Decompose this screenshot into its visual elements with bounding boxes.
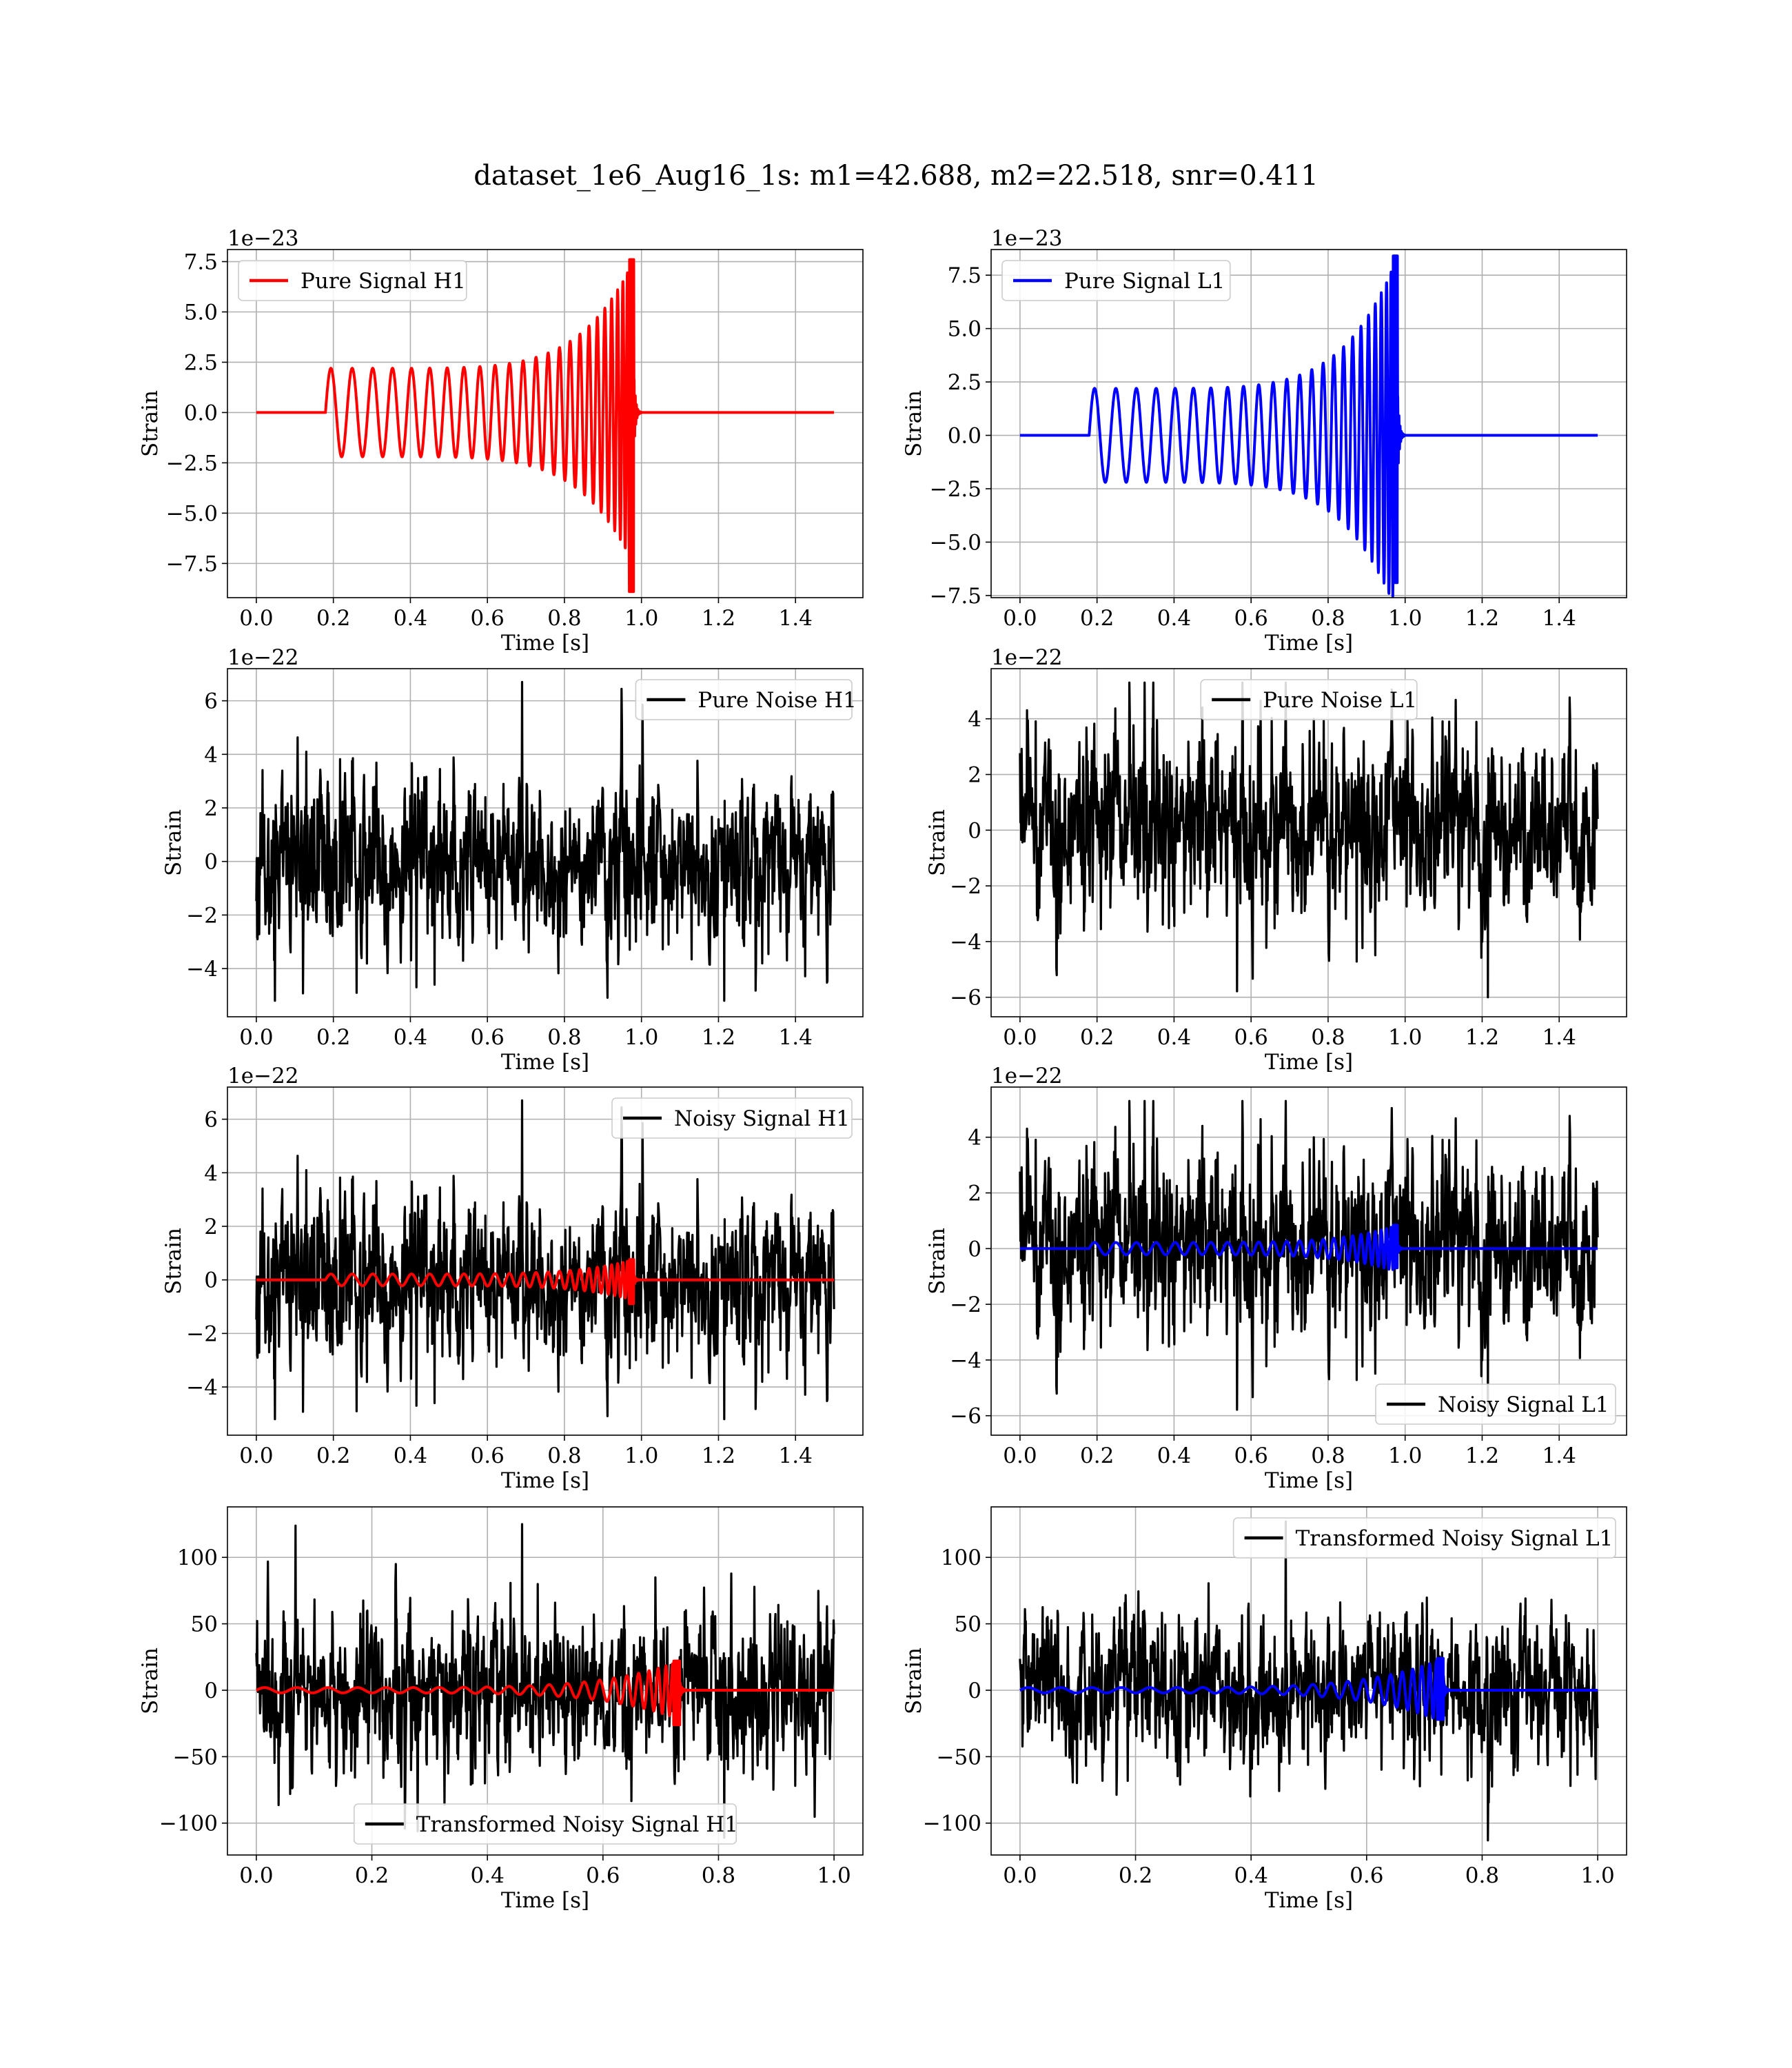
y-tick-label: −4 <box>186 1375 218 1401</box>
x-tick-label: 0.0 <box>1003 1443 1037 1468</box>
x-tick-label: 0.8 <box>1311 606 1345 631</box>
x-tick-label: 0.8 <box>1465 1863 1500 1888</box>
y-tick-label: 0.0 <box>947 423 981 449</box>
x-tick-label: 1.4 <box>1542 606 1576 631</box>
x-tick-label: 0.0 <box>1003 1863 1037 1888</box>
legend-label: Noisy Signal L1 <box>1438 1392 1609 1417</box>
x-axis-label: Time [s] <box>1264 1468 1354 1493</box>
y-tick-label: −2.5 <box>929 476 981 502</box>
offset-text: 1e−22 <box>991 645 1063 670</box>
x-tick-label: 0.6 <box>1234 1443 1268 1468</box>
legend-label: Pure Signal L1 <box>1064 269 1225 294</box>
y-tick-label: −4 <box>950 929 981 955</box>
y-tick-label: 2.5 <box>183 350 218 376</box>
x-tick-label: 0.2 <box>1080 606 1114 631</box>
y-tick-label: 4 <box>968 1125 981 1150</box>
x-tick-label: 0.0 <box>239 1025 274 1050</box>
y-tick-label: −2 <box>950 874 981 900</box>
y-tick-label: 2 <box>204 796 218 821</box>
y-tick-label: 6 <box>204 689 218 714</box>
y-tick-label: 0 <box>968 1678 981 1703</box>
y-tick-label: 2 <box>204 1215 218 1239</box>
x-tick-label: 0.4 <box>393 1443 428 1468</box>
y-tick-label: 0.0 <box>183 401 218 426</box>
x-tick-label: 0.2 <box>316 606 351 631</box>
y-tick-label: 4 <box>204 1161 218 1186</box>
y-axis-label: Strain <box>925 809 950 876</box>
legend <box>1002 261 1230 301</box>
x-tick-label: 1.0 <box>624 1443 659 1468</box>
x-tick-label: 0.2 <box>354 1863 389 1888</box>
legend-label: Noisy Signal H1 <box>674 1106 850 1131</box>
y-tick-label: −6 <box>950 1403 981 1429</box>
x-tick-label: 1.2 <box>1465 1025 1500 1050</box>
y-tick-label: −100 <box>922 1811 981 1836</box>
x-tick-label: 1.0 <box>1388 1443 1423 1468</box>
x-tick-label: 0.4 <box>1157 606 1192 631</box>
y-tick-label: −7.5 <box>165 551 218 577</box>
y-tick-label: 0 <box>968 1237 981 1262</box>
y-tick-label: −2 <box>186 1321 218 1347</box>
y-axis-label: Strain <box>161 809 186 876</box>
x-axis-label: Time [s] <box>500 1050 590 1075</box>
y-tick-label: 7.5 <box>183 250 218 275</box>
x-tick-label: 0.6 <box>1350 1863 1384 1888</box>
x-tick-label: 1.0 <box>1580 1863 1615 1888</box>
legend-label: Pure Noise L1 <box>1263 688 1418 713</box>
legend <box>1234 1518 1616 1558</box>
x-tick-label: 0.8 <box>1311 1025 1345 1050</box>
y-tick-label: 6 <box>204 1107 218 1133</box>
y-axis-label: Strain <box>138 390 163 457</box>
y-axis-label: Strain <box>161 1228 186 1295</box>
x-tick-label: 1.0 <box>624 1025 659 1050</box>
y-tick-label: −7.5 <box>929 583 981 609</box>
x-tick-label: 1.4 <box>778 606 813 631</box>
x-tick-label: 0.6 <box>470 606 505 631</box>
y-tick-label: −2 <box>186 903 218 929</box>
x-tick-label: 1.0 <box>817 1863 851 1888</box>
y-tick-label: 4 <box>204 742 218 768</box>
x-tick-label: 0.0 <box>1003 1025 1037 1050</box>
y-tick-label: 2 <box>968 762 981 788</box>
x-tick-label: 0.2 <box>1118 1863 1153 1888</box>
y-axis-label: Strain <box>902 390 926 457</box>
x-tick-label: 0.6 <box>1234 1025 1268 1050</box>
y-tick-label: 5.0 <box>947 316 981 342</box>
legend-label: Pure Noise H1 <box>698 688 857 713</box>
y-axis-label: Strain <box>902 1648 926 1714</box>
legend <box>238 261 467 301</box>
x-tick-label: 1.2 <box>701 606 736 631</box>
x-tick-label: 1.0 <box>624 606 659 631</box>
x-tick-label: 0.6 <box>470 1443 505 1468</box>
x-tick-label: 1.4 <box>778 1025 813 1050</box>
legend <box>354 1804 738 1844</box>
y-tick-label: −100 <box>159 1811 218 1836</box>
x-tick-label: 1.0 <box>1388 606 1423 631</box>
legend <box>1201 680 1417 720</box>
x-axis-label: Time [s] <box>1264 1050 1354 1075</box>
y-tick-label: −5.0 <box>929 530 981 556</box>
legend <box>612 1098 852 1138</box>
y-tick-label: 4 <box>968 707 981 732</box>
x-tick-label: 0.8 <box>1311 1443 1345 1468</box>
x-axis-label: Time [s] <box>1264 631 1354 656</box>
figure-title: dataset_1e6_Aug16_1s: m1=42.688, m2=22.518, snr=0.411 <box>474 160 1318 192</box>
x-tick-label: 0.2 <box>1080 1443 1114 1468</box>
x-tick-label: 0.4 <box>470 1863 505 1888</box>
y-tick-label: 100 <box>176 1545 218 1571</box>
y-tick-label: −6 <box>950 985 981 1011</box>
x-tick-label: 1.4 <box>1542 1443 1576 1468</box>
x-tick-label: 0.6 <box>1234 606 1268 631</box>
y-tick-label: 0 <box>204 1268 218 1293</box>
y-tick-label: 2 <box>968 1181 981 1206</box>
x-tick-label: 0.4 <box>1157 1443 1192 1468</box>
x-tick-label: 0.8 <box>701 1863 736 1888</box>
y-tick-label: 2.5 <box>947 370 981 396</box>
x-tick-label: 1.2 <box>701 1025 736 1050</box>
x-axis-label: Time [s] <box>500 631 590 656</box>
x-tick-label: 1.2 <box>1465 606 1500 631</box>
x-tick-label: 1.2 <box>701 1443 736 1468</box>
y-axis-label: Strain <box>138 1648 163 1714</box>
legend-label: Pure Signal H1 <box>301 269 466 294</box>
x-axis-label: Time [s] <box>1264 1888 1354 1913</box>
y-tick-label: −4 <box>950 1348 981 1373</box>
y-tick-label: −5.0 <box>165 501 218 527</box>
x-tick-label: 0.2 <box>316 1443 351 1468</box>
x-tick-label: 0.0 <box>239 1443 274 1468</box>
x-tick-label: 0.6 <box>586 1863 620 1888</box>
y-tick-label: −4 <box>186 957 218 982</box>
y-tick-label: 50 <box>954 1612 981 1637</box>
y-tick-label: 0 <box>968 818 981 844</box>
x-tick-label: 0.0 <box>239 606 274 631</box>
y-tick-label: 100 <box>940 1545 981 1571</box>
x-tick-label: 0.4 <box>1157 1025 1192 1050</box>
x-tick-label: 0.4 <box>393 1025 428 1050</box>
y-tick-label: 7.5 <box>947 263 981 289</box>
y-tick-label: 5.0 <box>183 300 218 325</box>
x-tick-label: 0.2 <box>316 1025 351 1050</box>
legend-label: Transformed Noisy Signal H1 <box>416 1812 739 1837</box>
x-tick-label: 0.0 <box>239 1863 274 1888</box>
x-axis-label: Time [s] <box>500 1468 590 1493</box>
x-tick-label: 0.6 <box>470 1025 505 1050</box>
y-tick-label: −50 <box>172 1745 218 1770</box>
x-axis-label: Time [s] <box>500 1888 590 1913</box>
y-tick-label: −2.5 <box>165 451 218 476</box>
x-tick-label: 0.4 <box>393 606 428 631</box>
offset-text: 1e−22 <box>991 1064 1063 1088</box>
x-tick-label: 1.2 <box>1465 1443 1500 1468</box>
x-tick-label: 1.4 <box>1542 1025 1576 1050</box>
x-tick-label: 0.4 <box>1234 1863 1268 1888</box>
x-tick-label: 0.8 <box>547 1443 582 1468</box>
x-tick-label: 0.8 <box>547 1025 582 1050</box>
x-tick-label: 0.8 <box>547 606 582 631</box>
legend-label: Transformed Noisy Signal L1 <box>1295 1526 1613 1551</box>
y-tick-label: 0 <box>204 849 218 875</box>
legend <box>1376 1384 1616 1424</box>
legend <box>635 680 856 720</box>
x-tick-label: 1.4 <box>778 1443 813 1468</box>
offset-text: 1e−22 <box>227 645 299 670</box>
x-tick-label: 0.0 <box>1003 606 1037 631</box>
x-tick-label: 0.2 <box>1080 1025 1114 1050</box>
y-axis-label: Strain <box>925 1228 950 1295</box>
x-tick-label: 1.0 <box>1388 1025 1423 1050</box>
y-tick-label: −50 <box>936 1745 981 1770</box>
y-tick-label: −2 <box>950 1292 981 1318</box>
offset-text: 1e−22 <box>227 1064 299 1088</box>
offset-text: 1e−23 <box>991 226 1063 251</box>
y-tick-label: 50 <box>190 1612 218 1637</box>
y-tick-label: 0 <box>204 1678 218 1703</box>
offset-text: 1e−23 <box>227 226 299 251</box>
